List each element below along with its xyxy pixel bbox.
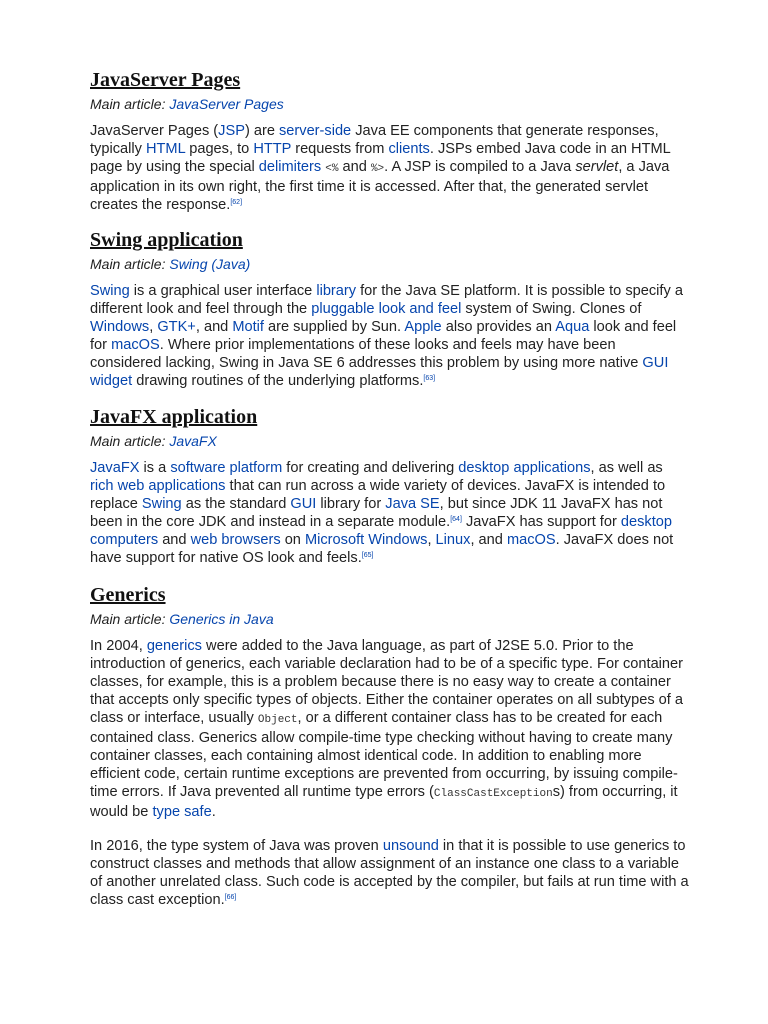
text: that can run across a wide variety of devices. JavaFX is intended to replace (90, 478, 666, 512)
text: for creating and delivering (282, 460, 459, 476)
reference-66[interactable]: [66] (224, 894, 237, 901)
link-html[interactable]: HTML (145, 141, 186, 157)
main-article-link[interactable]: JavaServer Pages (169, 96, 284, 112)
text: pages, to (185, 141, 254, 157)
text: . (211, 804, 216, 820)
link-software-platform[interactable]: software platform (170, 460, 283, 476)
text: system of Swing. Clones of (461, 301, 642, 317)
main-article-note (90, 254, 690, 274)
code-close-delimiter: %> (370, 163, 385, 175)
text: were added to the Java language, as part of J2SE 5.0. Prior to the introduction of generics, each variable declaration had to be of a specific type. For container classes, for example, this is a problem because there is no easy way to create a container that accepts only specific types of objects. Either the container operates on all subtypes of a class or interface, usually (90, 638, 684, 726)
link-java-se[interactable]: Java SE (385, 496, 440, 512)
text: and (338, 159, 371, 175)
link-javafx[interactable]: JavaFX (90, 460, 140, 476)
text: In 2004, (90, 638, 147, 654)
link-gui-widget[interactable]: GUI widget (90, 355, 669, 389)
text: , (149, 319, 158, 335)
text: , or a different container class has to be created for each contained class. Generics allow compile-time type checking without having to create many container classes, each containing almost identical code. In addition to enabling more efficient code, certain runtime exceptions are prevented from occurring, by issuing compile-time errors. If Java prevented all runtime type errors ( (90, 710, 678, 800)
code-object: Object (257, 714, 298, 726)
main-article-link[interactable]: JavaFX (169, 433, 217, 449)
link-clients[interactable]: clients (388, 141, 430, 157)
link-http[interactable]: HTTP (253, 141, 292, 157)
text: JavaFX has support for (461, 514, 621, 530)
text: drawing routines of the underlying platforms. (132, 373, 424, 389)
link-macos[interactable]: macOS (506, 532, 556, 548)
text: ) are (244, 123, 279, 139)
link-server-side[interactable]: server-side (279, 123, 352, 139)
link-jsp[interactable]: JSP (218, 123, 245, 139)
link-library[interactable]: library (316, 283, 357, 299)
link-delimiters[interactable]: delimiters (258, 159, 322, 175)
paragraph (90, 282, 690, 390)
link-windows[interactable]: Windows (90, 319, 150, 335)
text: . JavaFX does not have support for native OS look and feels. (90, 532, 674, 566)
code-open-delimiter: <% (325, 163, 339, 175)
text: is a (139, 460, 171, 476)
section-heading: JavaServer Pages (90, 69, 241, 91)
main-article-label: Main article: (90, 611, 166, 627)
reference-62[interactable]: [62] (230, 199, 243, 206)
servlet-term: servlet (575, 159, 619, 175)
link-macos[interactable]: macOS (111, 337, 160, 353)
text: look and feel for (90, 319, 677, 353)
link-type-safe[interactable]: type safe (152, 804, 212, 820)
link-motif[interactable]: Motif (232, 319, 264, 335)
text: and (158, 532, 191, 548)
text: . Where prior implementations of these looks and feels may have been considered lacking, Swing in Java SE 6 addresses this problem by using more native (90, 337, 643, 371)
section-heading: Generics (90, 584, 166, 606)
main-article-link[interactable]: Swing (Java) (169, 256, 251, 272)
section-javafx-application (90, 405, 690, 567)
paragraph (90, 637, 690, 821)
section-generics (90, 583, 690, 909)
link-web-browsers[interactable]: web browsers (190, 532, 281, 548)
main-article-note (90, 431, 690, 451)
text: In 2016, the type system of Java was proven (90, 838, 383, 854)
link-unsound[interactable]: unsound (382, 838, 439, 854)
code-classcastexception: ClassCastException (433, 788, 553, 800)
main-article-label: Main article: (90, 96, 166, 112)
text: . A JSP is compiled to a Java (384, 159, 576, 175)
text: , (427, 532, 436, 548)
text: requests from (291, 141, 389, 157)
text: also provides an (441, 319, 556, 335)
main-article-label: Main article: (90, 256, 166, 272)
reference-65[interactable]: [65] (361, 552, 374, 559)
link-gui[interactable]: GUI (290, 496, 317, 512)
text: , and (470, 532, 507, 548)
text: , and (195, 319, 233, 335)
reference-64[interactable]: [64] (450, 516, 462, 523)
text: are supplied by Sun. (263, 319, 405, 335)
link-linux[interactable]: Linux (435, 532, 471, 548)
section-javaserver-pages (90, 68, 690, 214)
link-swing[interactable]: Swing (90, 283, 130, 299)
link-swing[interactable]: Swing (141, 496, 182, 512)
text: is a graphical user interface (129, 283, 317, 299)
section-swing-application (90, 228, 690, 390)
link-microsoft-windows[interactable]: Microsoft Windows (304, 532, 428, 548)
reference-63[interactable]: [63] (423, 375, 436, 382)
link-desktop-computers[interactable]: desktop computers (90, 514, 673, 548)
main-article-link[interactable]: Generics in Java (169, 611, 274, 627)
paragraph (90, 837, 690, 909)
text: in that it is possible to use generics to construct classes and methods that allow assignment of an instance one class to a variable of another unrelated class. Such code is accepted by the compiler, but fails at run time with a class cast exception. (90, 838, 689, 908)
link-pluggable-look-and-feel[interactable]: pluggable look and feel (311, 301, 462, 317)
main-article-label: Main article: (90, 433, 166, 449)
text: on (280, 532, 305, 548)
section-heading: Swing application (90, 229, 243, 251)
link-apple[interactable]: Apple (404, 319, 442, 335)
main-article-note (90, 94, 690, 114)
text: . JSPs embed Java code in an HTML page by using the special (90, 141, 671, 175)
section-heading: JavaFX application (90, 406, 258, 428)
paragraph (90, 459, 690, 567)
text: , but since JDK 11 JavaFX has not been in the core JDK and instead in a separate module. (90, 496, 663, 530)
link-rich-web-applications[interactable]: rich web applications (90, 478, 226, 494)
text: Java EE components that generate responses, typically (90, 123, 659, 157)
text: , as well as (590, 460, 663, 476)
text: for the Java SE platform. It is possible to specify a different look and feel through the (90, 283, 683, 317)
text: as the standard (181, 496, 291, 512)
text: JavaServer Pages ( (90, 123, 219, 139)
text: library for (316, 496, 386, 512)
text: s) from occurring, it would be (90, 784, 678, 820)
paragraph (90, 122, 690, 214)
link-aqua[interactable]: Aqua (555, 319, 590, 335)
link-generics[interactable]: generics (146, 638, 202, 654)
main-article-note (90, 609, 690, 629)
link-desktop-applications[interactable]: desktop applications (458, 460, 591, 476)
text: , a Java application in its own right, the first time it is accessed. After that, the generated servlet creates the response. (90, 159, 670, 213)
link-gtk[interactable]: GTK+ (157, 319, 196, 335)
